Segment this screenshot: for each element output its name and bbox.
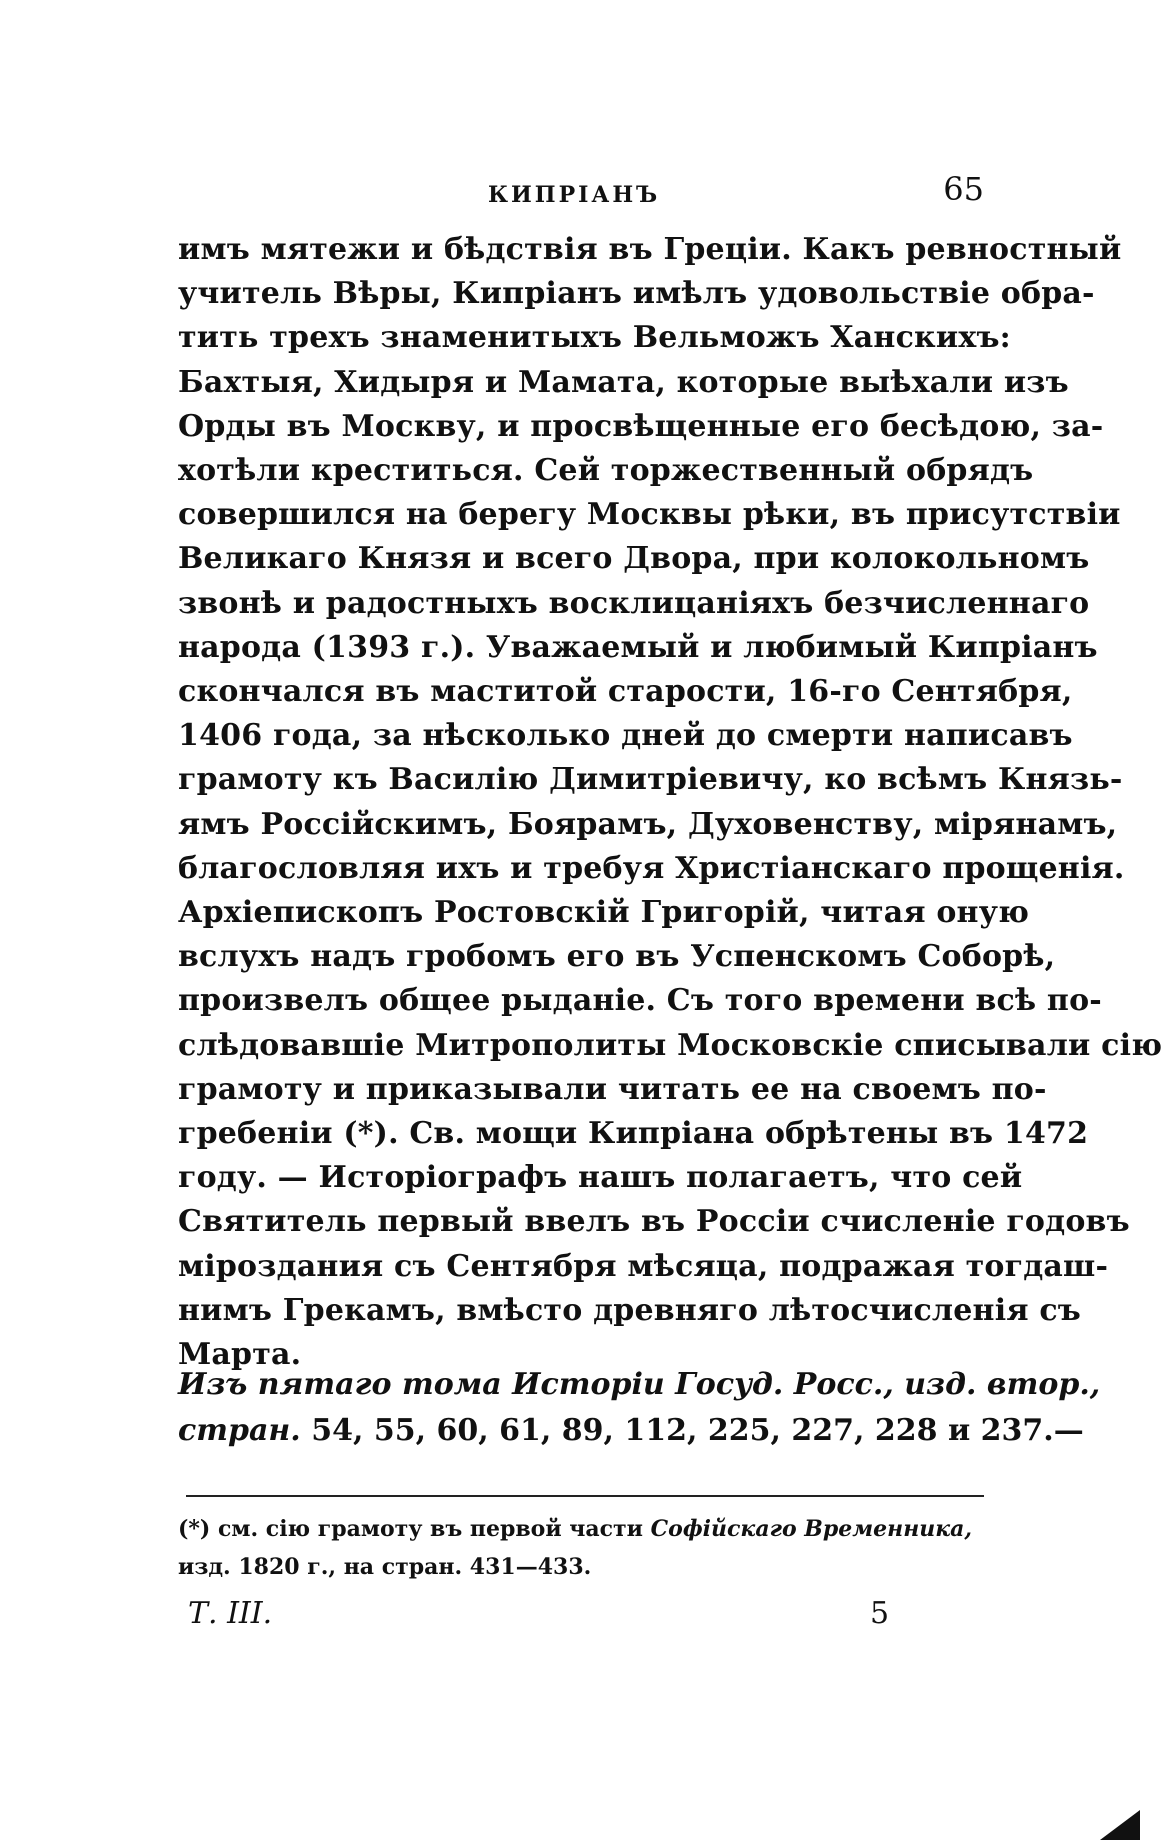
main-text <box>178 228 1162 1377</box>
footnote <box>178 1510 984 1586</box>
volume-mark: Т. III. <box>188 1596 273 1631</box>
text-line: тить трехъ знаменитыхъ Вельможъ Ханскихъ: <box>178 320 1011 356</box>
text-line: Бахтыя, Хидыря и Мамата, которые выѣхали изъ <box>178 364 1069 400</box>
text-line: Святитель первый ввелъ въ Россіи счисленіе годовъ <box>178 1204 1130 1240</box>
footnote-title: Софійскаго Временника, <box>650 1516 973 1542</box>
scan-corner-mark <box>1100 1810 1140 1840</box>
text-line: народа (1393 г.). Уважаемый и любимый Кипріанъ <box>178 629 1098 665</box>
text-line: 1406 года, за нѣсколько дней до смерти написавъ <box>178 718 1073 754</box>
text-line: слѣдовавшіе Митрополиты Московскіе списывали сію <box>178 1027 1162 1063</box>
text-line: произвелъ общее рыданіе. Съ того времени всѣ по- <box>178 983 1102 1019</box>
text-line: Великаго Князя и всего Двора, при колокольномъ <box>178 541 1090 577</box>
page-number: 65 <box>943 170 984 208</box>
text-line: міроздания съ Сентября мѣсяца, подражая тогдаш- <box>178 1248 1109 1284</box>
text-line: вслухъ надъ гробомъ его въ Успенскомъ Соборѣ, <box>178 939 1056 975</box>
text-line: Архіепископъ Ростовскій Григорій, читая оную <box>178 895 1030 931</box>
source-pages-abbr: стран. <box>178 1413 301 1448</box>
text-line: году. — Исторіографъ нашъ полагаетъ, что сей <box>178 1160 1023 1196</box>
text-line: гребеніи (*). Св. мощи Кипріана обрѣтены въ 1472 <box>178 1116 1089 1152</box>
text-line: Орды въ Москву, и просвѣщенные его бесѣдою, за- <box>178 408 1104 444</box>
text-line: имъ мятежи и бѣдствія въ Греціи. Какъ ревностный <box>178 232 1122 267</box>
text-line: грамоту къ Василію Димитріевичу, ко всѣмъ Князь- <box>178 762 1123 798</box>
signature-line <box>180 1596 980 1642</box>
page-header <box>178 170 984 220</box>
sheet-number: 5 <box>870 1596 890 1631</box>
text-line: Марта. <box>178 1337 302 1373</box>
text-line: хотѣли креститься. Сей торжественный обрядъ <box>178 453 1034 489</box>
source-line-1: Изъ пятаго тома Исторіи Госуд. Росс., изд. втор., <box>178 1367 1101 1402</box>
text-line: скончался въ маститой старости, 16-го Сентября, <box>178 674 1073 710</box>
text-line: совершился на берегу Москвы рѣки, въ присутствіи <box>178 497 1121 533</box>
text-line: ямъ Россійскимъ, Боярамъ, Духовенству, мірянамъ, <box>178 806 1118 842</box>
footnote-text: (*) см. сію грамоту въ первой части <box>178 1516 651 1542</box>
text-line: звонѣ и радостныхъ восклицаніяхъ безчисленнаго <box>178 585 1090 621</box>
text-line: учитель Вѣры, Кипріанъ имѣлъ удовольствіе обра- <box>178 276 1095 312</box>
source-pages-list: 54, 55, 60, 61, 89, 112, 225, 227, 228 и 237.— <box>300 1413 1084 1448</box>
text-line: нимъ Грекамъ, вмѣсто древняго лѣтосчисленія съ <box>178 1292 1082 1328</box>
text-line: грамоту и приказывали читать ее на своемъ по- <box>178 1071 1047 1107</box>
running-head: КИПРІАНЪ <box>488 182 661 208</box>
footnote-divider <box>186 1495 984 1497</box>
footnote-line-2: изд. 1820 г., на стран. 431—433. <box>178 1554 592 1580</box>
text-line: благословляя ихъ и требуя Христіанскаго прощенія. <box>178 850 1125 886</box>
source-citation <box>178 1362 1101 1454</box>
